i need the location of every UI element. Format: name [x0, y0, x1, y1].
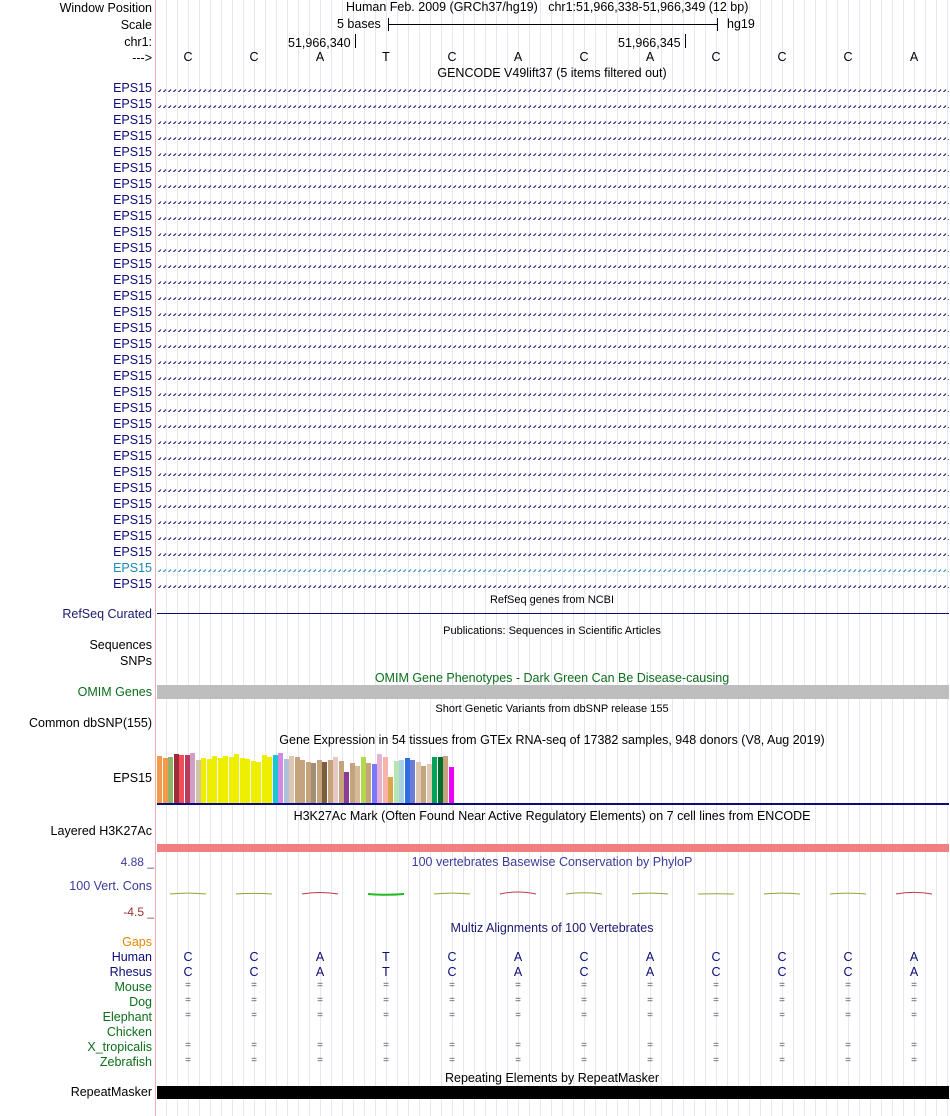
multiz-base: =: [647, 1040, 653, 1051]
cons-ymin: -4.5 _: [123, 905, 154, 919]
gtex-tissue-bar[interactable]: [449, 767, 454, 803]
gencode-transcript[interactable]: [157, 277, 949, 284]
multiz-base: =: [251, 980, 257, 991]
refseq-title: RefSeq genes from NCBI: [489, 594, 615, 606]
multiz-base: C: [579, 950, 589, 964]
gencode-transcript[interactable]: [157, 453, 949, 460]
h3k27ac-label[interactable]: Layered H3K27Ac: [50, 824, 152, 838]
gtex-tissue-bar[interactable]: [262, 755, 267, 803]
gtex-tissue-bar[interactable]: [328, 760, 333, 803]
multiz-base: C: [447, 965, 457, 979]
multiz-base: C: [183, 965, 193, 979]
gencode-transcript[interactable]: [157, 245, 949, 252]
multiz-base: =: [779, 1040, 785, 1051]
multiz-base: =: [911, 1040, 917, 1051]
gencode-transcript[interactable]: [157, 437, 949, 444]
gencode-transcript[interactable]: [157, 101, 949, 108]
multiz-base: =: [317, 1040, 323, 1051]
gencode-transcript-label[interactable]: EPS15: [113, 529, 152, 543]
gtex-tissue-bar[interactable]: [317, 760, 322, 803]
multiz-base: T: [382, 950, 390, 964]
gtex-tissue-bar[interactable]: [372, 764, 377, 803]
dbsnp-label[interactable]: Common dbSNP(155): [29, 716, 152, 730]
multiz-base: A: [645, 965, 655, 979]
cons-title: 100 vertebrates Basewise Conservation by PhyloP: [411, 855, 693, 869]
gencode-transcript-label[interactable]: EPS15: [113, 193, 152, 207]
base-letter: C: [579, 50, 589, 64]
gencode-transcript[interactable]: [157, 133, 949, 140]
chrom-label: chr1:: [124, 35, 152, 49]
label-divider: [155, 0, 156, 1116]
coord-left: 51,966,340: [288, 36, 351, 50]
gtex-tissue-bar[interactable]: [377, 754, 382, 803]
gencode-transcript[interactable]: [157, 389, 949, 396]
pubs-sequences-label[interactable]: Sequences: [89, 638, 152, 652]
base-letter: C: [183, 50, 193, 64]
cons-mark: [764, 893, 800, 894]
gencode-transcript-label[interactable]: EPS15: [113, 113, 152, 127]
gtex-tissue-bar[interactable]: [350, 763, 355, 803]
base-letter: A: [315, 50, 325, 64]
gencode-transcript-label[interactable]: EPS15: [113, 449, 152, 463]
gtex-label[interactable]: EPS15: [113, 771, 152, 785]
scale-bar-right-tick: [717, 18, 718, 31]
refseq-label[interactable]: RefSeq Curated: [62, 607, 152, 621]
gtex-tissue-bar[interactable]: [190, 753, 195, 803]
multiz-base: =: [515, 995, 521, 1006]
gencode-transcript-label[interactable]: EPS15: [113, 145, 152, 159]
gencode-transcript-label[interactable]: EPS15: [113, 209, 152, 223]
multiz-base: =: [317, 1010, 323, 1021]
gtex-tissue-bar[interactable]: [289, 756, 294, 803]
cons-mark: [236, 893, 272, 894]
multiz-species-label[interactable]: X_tropicalis: [87, 1040, 152, 1054]
gencode-transcript-label[interactable]: EPS15: [113, 289, 152, 303]
gencode-transcript[interactable]: [157, 581, 949, 588]
h3k27ac-title: H3K27Ac Mark (Often Found Near Active Regulatory Elements) on 7 cell lines from ENCODE: [293, 809, 811, 823]
gtex-tissue-bar[interactable]: [273, 755, 278, 803]
gencode-transcript-label[interactable]: EPS15: [113, 353, 152, 367]
gtex-baseline: [157, 803, 949, 805]
multiz-base: =: [515, 1040, 521, 1051]
scale-bar: [388, 24, 718, 25]
gtex-tissue-bar[interactable]: [333, 757, 338, 803]
gtex-tissue-bar[interactable]: [311, 763, 316, 803]
gencode-transcript-label[interactable]: EPS15: [113, 177, 152, 191]
multiz-base: =: [845, 1040, 851, 1051]
base-letter: C: [249, 50, 259, 64]
gtex-tissue-bar[interactable]: [212, 756, 217, 803]
strand-label: --->: [132, 51, 152, 65]
gtex-tissue-bar[interactable]: [388, 777, 393, 803]
multiz-species-label[interactable]: Elephant: [102, 1010, 152, 1024]
gtex-tissue-bar[interactable]: [438, 757, 443, 803]
multiz-species-label[interactable]: Dog: [129, 995, 152, 1009]
gencode-transcript-label[interactable]: EPS15: [113, 369, 152, 383]
gtex-tissue-bar[interactable]: [267, 757, 272, 803]
gtex-tissue-bar[interactable]: [300, 760, 305, 803]
multiz-base: A: [315, 950, 325, 964]
rmsk-title: Repeating Elements by RepeatMasker: [444, 1071, 660, 1085]
multiz-base: =: [317, 995, 323, 1006]
multiz-base: =: [647, 1010, 653, 1021]
multiz-base: =: [383, 1010, 389, 1021]
multiz-base: =: [383, 980, 389, 991]
gencode-transcript-label[interactable]: EPS15: [113, 337, 152, 351]
base-letter: A: [645, 50, 655, 64]
multiz-base: =: [515, 1010, 521, 1021]
gtex-tissue-bar[interactable]: [168, 757, 173, 803]
gencode-transcript-label[interactable]: EPS15: [113, 81, 152, 95]
cons-label[interactable]: 100 Vert. Cons: [69, 879, 152, 893]
multiz-base: =: [911, 1010, 917, 1021]
gencode-transcript-label[interactable]: EPS15: [113, 129, 152, 143]
gtex-tissue-bar[interactable]: [443, 756, 448, 803]
gtex-tissue-bar[interactable]: [196, 760, 201, 803]
gencode-transcript[interactable]: [157, 325, 949, 332]
multiz-base: =: [449, 1055, 455, 1066]
multiz-base: =: [317, 1055, 323, 1066]
multiz-base: =: [449, 995, 455, 1006]
gencode-transcript-label[interactable]: EPS15: [113, 321, 152, 335]
multiz-base: =: [779, 995, 785, 1006]
gtex-tissue-bar[interactable]: [405, 758, 410, 803]
multiz-base: =: [779, 980, 785, 991]
gtex-tissue-bar[interactable]: [421, 766, 426, 803]
gencode-transcript[interactable]: [157, 229, 949, 236]
gtex-tissue-bar[interactable]: [201, 758, 206, 803]
multiz-base: =: [845, 1010, 851, 1021]
multiz-base: C: [249, 950, 259, 964]
cons-mark: [566, 893, 602, 894]
multiz-base: =: [647, 1055, 653, 1066]
multiz-base: =: [713, 995, 719, 1006]
multiz-base: C: [843, 950, 853, 964]
gencode-transcript-label[interactable]: EPS15: [113, 417, 152, 431]
multiz-base: =: [383, 1055, 389, 1066]
multiz-base: A: [645, 950, 655, 964]
multiz-base: =: [449, 1010, 455, 1021]
gtex-tissue-bar[interactable]: [394, 761, 399, 803]
coord-right: 51,966,345: [618, 36, 681, 50]
gtex-tissue-bar[interactable]: [306, 762, 311, 803]
scale-label: Scale: [120, 18, 152, 32]
multiz-base: C: [711, 950, 721, 964]
db-label: hg19: [727, 17, 755, 31]
coord-right-tick: [685, 34, 686, 48]
rmsk-bar[interactable]: [157, 1086, 949, 1099]
multiz-base: =: [185, 1055, 191, 1066]
multiz-species-label[interactable]: Rhesus: [109, 965, 152, 979]
scale-text: 5 bases: [337, 17, 381, 31]
gencode-transcript[interactable]: [157, 357, 949, 364]
gtex-tissue-bar[interactable]: [427, 764, 432, 803]
assembly-title: [346, 0, 748, 14]
gtex-tissue-bar[interactable]: [157, 756, 162, 803]
gtex-tissue-bar[interactable]: [322, 762, 327, 803]
gencode-transcript-label[interactable]: EPS15: [113, 545, 152, 559]
gencode-transcript[interactable]: [157, 549, 949, 556]
multiz-base: A: [513, 950, 523, 964]
multiz-base: T: [382, 965, 390, 979]
cons-ymax: 4.88 _: [120, 855, 154, 869]
gencode-transcript[interactable]: [157, 261, 949, 268]
pubs-title: Publications: Sequences in Scientific Articles: [443, 625, 661, 637]
gencode-transcript-label[interactable]: EPS15: [113, 305, 152, 319]
base-letter: T: [382, 50, 390, 64]
gencode-transcript[interactable]: [157, 197, 949, 204]
multiz-base: =: [185, 980, 191, 991]
gtex-tissue-bar[interactable]: [185, 755, 190, 803]
multiz-base: =: [581, 995, 587, 1006]
multiz-base: =: [383, 1040, 389, 1051]
gtex-tissue-bar[interactable]: [339, 761, 344, 803]
gencode-transcript-label[interactable]: EPS15: [113, 513, 152, 527]
base-letter: A: [513, 50, 523, 64]
gencode-transcript[interactable]: [157, 85, 949, 92]
gencode-transcript[interactable]: [157, 469, 949, 476]
cons-mark: [302, 893, 338, 895]
cons-mark: [434, 893, 470, 894]
multiz-base: =: [581, 980, 587, 991]
gencode-transcript[interactable]: [157, 517, 949, 524]
gencode-transcript-label[interactable]: EPS15: [113, 161, 152, 175]
multiz-species-label[interactable]: Human: [111, 950, 152, 964]
base-letter: A: [909, 50, 919, 64]
multiz-base: =: [185, 1010, 191, 1021]
h3k27ac-signal[interactable]: [157, 844, 949, 852]
multiz-base: =: [251, 1010, 257, 1021]
multiz-base: =: [515, 1055, 521, 1066]
multiz-base: =: [779, 1055, 785, 1066]
cons-mark: [500, 892, 536, 894]
multiz-base: =: [713, 980, 719, 991]
gencode-transcript-label[interactable]: EPS15: [113, 561, 152, 575]
omim-label[interactable]: OMIM Genes: [77, 685, 152, 699]
multiz-base: =: [251, 1040, 257, 1051]
gencode-transcript-label[interactable]: EPS15: [113, 577, 152, 591]
gtex-tissue-bar[interactable]: [234, 754, 239, 803]
multiz-base: =: [647, 980, 653, 991]
gtex-tissue-bar[interactable]: [383, 757, 388, 803]
multiz-species-label[interactable]: Zebrafish: [99, 1055, 152, 1069]
multiz-base: A: [315, 965, 325, 979]
gtex-tissue-bar[interactable]: [174, 754, 179, 803]
multiz-base: =: [845, 980, 851, 991]
gencode-transcript[interactable]: [157, 341, 949, 348]
gtex-tissue-bar[interactable]: [416, 762, 421, 803]
multiz-base: =: [515, 980, 521, 991]
cons-mark: [368, 894, 404, 895]
multiz-base: =: [911, 980, 917, 991]
omim-bar[interactable]: [157, 685, 949, 699]
gencode-transcript-label[interactable]: EPS15: [113, 241, 152, 255]
gtex-tissue-bar[interactable]: [432, 757, 437, 803]
gencode-transcript-label[interactable]: EPS15: [113, 433, 152, 447]
gtex-tissue-bar[interactable]: [399, 760, 404, 803]
multiz-base: =: [911, 995, 917, 1006]
omim-title: OMIM Gene Phenotypes - Dark Green Can Be Disease-causing: [374, 671, 730, 685]
gtex-tissue-bar[interactable]: [251, 761, 256, 803]
gtex-tissue-bar[interactable]: [245, 759, 250, 803]
gencode-track-title: GENCODE V49lift37 (5 items filtered out): [437, 66, 667, 80]
multiz-base: =: [251, 995, 257, 1006]
assembly-name: Human Feb. 2009 (GRCh37/hg19): [346, 0, 538, 14]
gencode-transcript[interactable]: [157, 421, 949, 428]
multiz-base: A: [909, 965, 919, 979]
multiz-base: C: [777, 965, 787, 979]
gencode-transcript-label[interactable]: EPS15: [113, 465, 152, 479]
multiz-base: =: [581, 1010, 587, 1021]
gencode-transcript[interactable]: [157, 309, 949, 316]
gtex-tissue-bar[interactable]: [361, 757, 366, 803]
gtex-tissue-bar[interactable]: [240, 758, 245, 803]
multiz-base: =: [647, 995, 653, 1006]
multiz-gaps-label[interactable]: Gaps: [122, 935, 152, 949]
gtex-tissue-bar[interactable]: [179, 755, 184, 803]
multiz-base: =: [449, 980, 455, 991]
multiz-base: =: [713, 1010, 719, 1021]
cons-mark: [632, 893, 668, 894]
multiz-base: =: [713, 1040, 719, 1051]
base-letter: C: [447, 50, 457, 64]
gencode-transcript[interactable]: [157, 293, 949, 300]
multiz-base: C: [777, 950, 787, 964]
gencode-transcript[interactable]: [157, 149, 949, 156]
gtex-tissue-bar[interactable]: [284, 759, 289, 803]
gtex-tissue-bar[interactable]: [355, 766, 360, 803]
multiz-base: C: [711, 965, 721, 979]
multiz-base: =: [581, 1040, 587, 1051]
gencode-transcript-label[interactable]: EPS15: [113, 385, 152, 399]
gtex-tissue-bar[interactable]: [410, 760, 415, 803]
multiz-base: =: [713, 1055, 719, 1066]
gtex-tissue-bar[interactable]: [256, 762, 261, 803]
gtex-tissue-bar[interactable]: [295, 757, 300, 803]
multiz-base: =: [845, 1055, 851, 1066]
scale-bar-left-tick: [388, 18, 389, 31]
multiz-base: =: [383, 995, 389, 1006]
cons-mark: [830, 893, 866, 894]
position-range: chr1:51,966,338-51,966,349 (12 bp): [548, 0, 749, 14]
gtex-title: Gene Expression in 54 tissues from GTEx RNA-seq of 17382 samples, 948 donors (V8, Aug 2019): [279, 733, 825, 747]
multiz-species-label[interactable]: Mouse: [114, 980, 152, 994]
gencode-transcript[interactable]: [157, 117, 949, 124]
gencode-transcript-label[interactable]: EPS15: [113, 481, 152, 495]
cons-mark: [170, 893, 206, 894]
gencode-transcript-label[interactable]: EPS15: [113, 97, 152, 111]
multiz-base: =: [449, 1040, 455, 1051]
base-letter: C: [777, 50, 787, 64]
multiz-species-label[interactable]: Chicken: [106, 1025, 152, 1039]
gtex-tissue-bar[interactable]: [223, 756, 228, 803]
gtex-tissue-bar[interactable]: [344, 772, 349, 803]
gencode-transcript-label[interactable]: EPS15: [113, 401, 152, 415]
window-position-label: Window Position: [59, 1, 152, 15]
multiz-base: =: [779, 1010, 785, 1021]
multiz-base: C: [447, 950, 457, 964]
multiz-base: C: [249, 965, 259, 979]
gtex-tissue-bar[interactable]: [218, 758, 223, 803]
gtex-tissue-bar[interactable]: [207, 759, 212, 803]
cons-mark: [896, 892, 932, 894]
multiz-base: A: [513, 965, 523, 979]
gtex-tissue-bar[interactable]: [163, 758, 168, 803]
gencode-transcript[interactable]: [157, 501, 949, 508]
dbsnp-title: Short Genetic Variants from dbSNP release 155: [435, 703, 669, 715]
multiz-base: =: [581, 1055, 587, 1066]
multiz-base: C: [183, 950, 193, 964]
multiz-base: C: [579, 965, 589, 979]
gencode-transcript[interactable]: [157, 405, 949, 412]
refseq-gene-line[interactable]: [157, 613, 949, 614]
base-letter: C: [711, 50, 721, 64]
coord-left-tick: [355, 34, 356, 48]
gencode-transcript[interactable]: [157, 181, 949, 188]
multiz-title: Multiz Alignments of 100 Vertebrates: [450, 921, 654, 935]
gencode-transcript-label[interactable]: EPS15: [113, 257, 152, 271]
gencode-transcript[interactable]: [157, 165, 949, 172]
gtex-tissue-bar[interactable]: [278, 753, 283, 803]
multiz-base: =: [185, 995, 191, 1006]
pubs-snps-label[interactable]: SNPs: [120, 654, 152, 668]
rmsk-label[interactable]: RepeatMasker: [70, 1085, 152, 1099]
gencode-transcript-label[interactable]: EPS15: [113, 273, 152, 287]
multiz-base: C: [843, 965, 853, 979]
base-letter: C: [843, 50, 853, 64]
gencode-transcript-label[interactable]: EPS15: [113, 225, 152, 239]
multiz-base: =: [845, 995, 851, 1006]
gencode-transcript[interactable]: [157, 565, 949, 572]
gtex-tissue-bar[interactable]: [229, 757, 234, 803]
gencode-transcript[interactable]: [157, 213, 949, 220]
multiz-base: =: [185, 1040, 191, 1051]
gencode-transcript-label[interactable]: EPS15: [113, 497, 152, 511]
multiz-base: A: [909, 950, 919, 964]
multiz-base: =: [251, 1055, 257, 1066]
multiz-base: =: [317, 980, 323, 991]
gencode-transcript[interactable]: [157, 485, 949, 492]
cons-plot[interactable]: [157, 872, 949, 912]
gencode-transcript[interactable]: [157, 373, 949, 380]
multiz-base: =: [911, 1055, 917, 1066]
gtex-tissue-bar[interactable]: [366, 763, 371, 803]
gencode-transcript[interactable]: [157, 533, 949, 540]
